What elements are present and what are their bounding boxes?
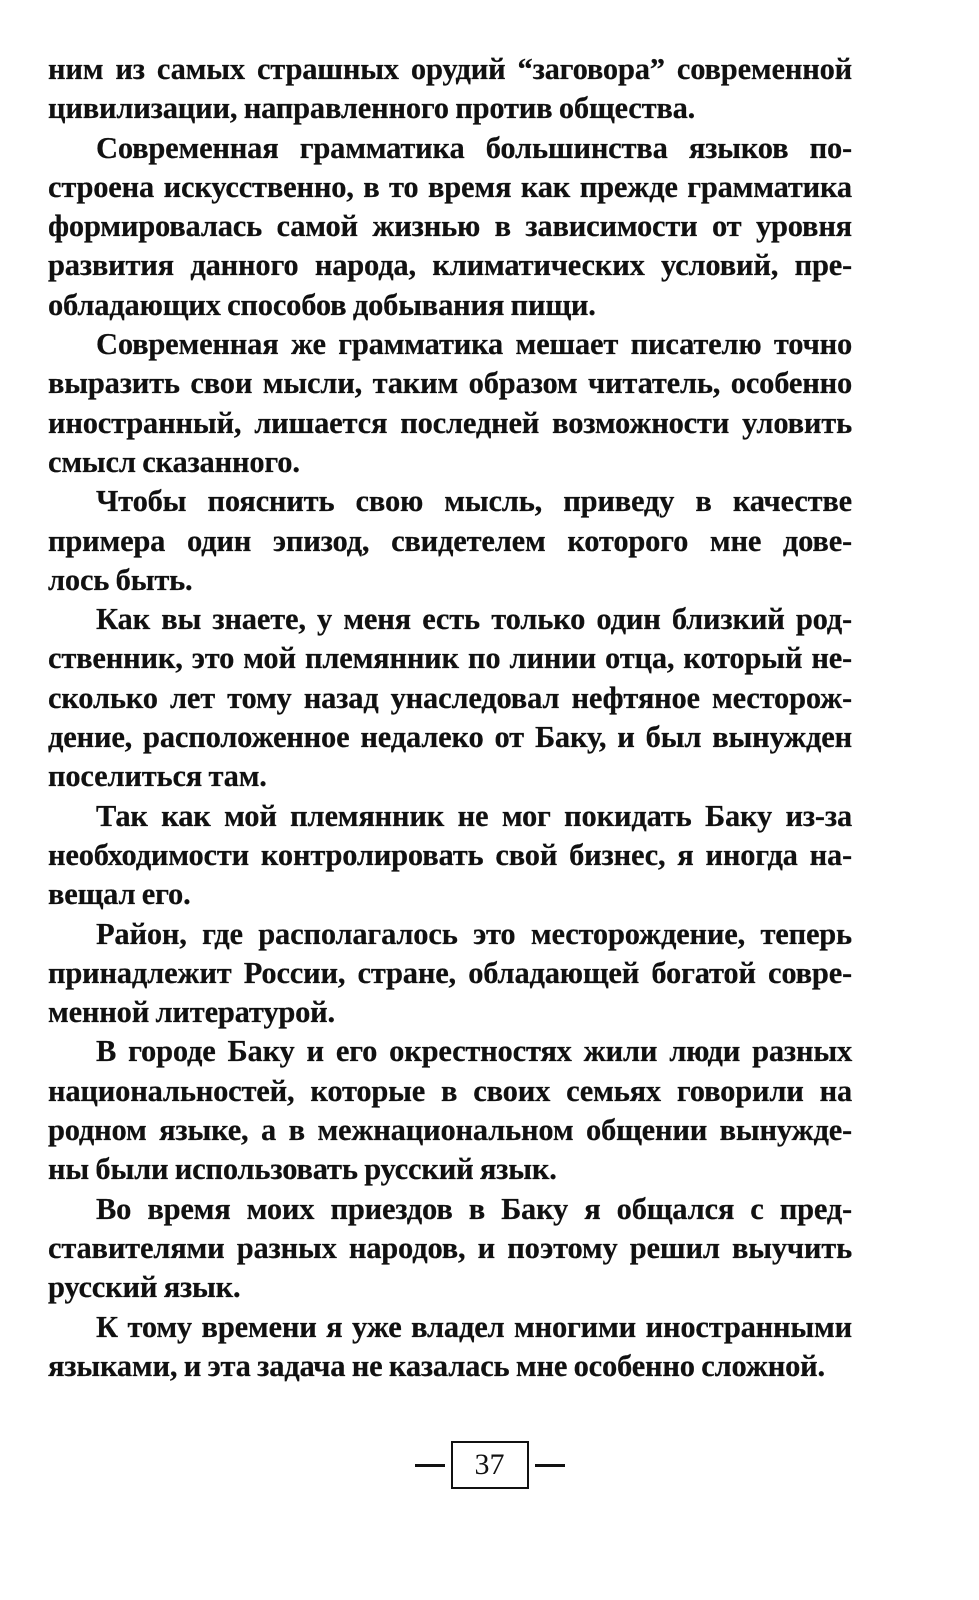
paragraph — [48, 482, 852, 600]
text-line: строена искусственно, в то время как прежде грамматика — [48, 169, 852, 204]
text-line: родном языке, а в межнациональном общении вынужде- — [48, 1113, 852, 1148]
page-folio — [0, 1441, 979, 1489]
text-line: лось быть. — [48, 562, 193, 597]
text-line: формировалась самой жизнью в зависимости от уровня — [48, 209, 852, 244]
text-line: национальностей, которые в своих семьях говорили на — [48, 1073, 852, 1108]
text-line: вещал его. — [48, 877, 191, 912]
text-line: В городе Баку и его окрестностях жили люди разных — [96, 1034, 852, 1069]
paragraph — [48, 600, 852, 796]
text-line: смысл сказанного. — [48, 444, 300, 479]
text-line: К тому времени я уже владел многими иностранными — [96, 1309, 852, 1344]
paragraph — [48, 1190, 852, 1308]
text-line: цивилизации, направленного против общества. — [48, 91, 696, 126]
text-line: Современная грамматика большинства языков по- — [96, 130, 852, 165]
paragraph — [48, 1308, 852, 1387]
text-line: сколько лет тому назад унаследовал нефтяное месторож- — [48, 680, 852, 715]
text-line: Чтобы пояснить свою мысль, приведу в качестве — [96, 484, 852, 519]
text-line: примера один эпизод, свидетелем которого мне дове- — [48, 523, 852, 558]
text-line: выразить свои мысли, таким образом читатель, особенно — [48, 366, 852, 401]
text-line: необходимости контролировать свой бизнес, я иногда на- — [48, 837, 852, 872]
text-line: Во время моих приездов в Баку я общался с пред- — [96, 1191, 852, 1226]
text-line: ставителями разных народов, и поэтому решил выучить — [48, 1230, 852, 1265]
paragraph — [48, 129, 852, 325]
text-line: Как вы знаете, у меня есть только один близкий род- — [96, 602, 852, 637]
text-line: Так как мой племянник не мог покидать Баку из-за — [96, 798, 852, 833]
text-line: ственник, это мой племянник по линии отца, который не- — [48, 641, 852, 676]
paragraph — [48, 50, 852, 129]
page-number: 37 — [451, 1441, 529, 1489]
text-line: ним из самых страшных орудий “заговора” современной — [48, 52, 852, 86]
text-line: обладающих способов добывания пищи. — [48, 287, 596, 322]
text-line: дение, расположенное недалеко от Баку, и был вынужден — [48, 720, 852, 755]
text-line: поселиться там. — [48, 759, 267, 794]
paragraph — [48, 797, 852, 915]
text-line: развития данного народа, климатических условий, пре- — [48, 248, 852, 283]
text-line: иностранный, лишается последней возможности уловить — [48, 405, 852, 440]
text-line: ны были использовать русский язык. — [48, 1152, 557, 1187]
text-line: Район, где располагалось это месторождение, теперь — [96, 916, 852, 951]
page-body — [48, 50, 852, 1386]
text-line: принадлежит России, стране, обладающей богатой совре- — [48, 955, 852, 990]
text-line: русский язык. — [48, 1270, 241, 1305]
text-line: Современная же грамматика мешает писателю точно — [96, 327, 852, 362]
folio-dash-left — [415, 1464, 445, 1467]
text-line: языками, и эта задача не казалась мне особенно сложной. — [48, 1348, 825, 1383]
paragraph — [48, 915, 852, 1033]
folio-dash-right — [535, 1464, 565, 1467]
paragraph — [48, 1032, 852, 1189]
paragraph — [48, 325, 852, 482]
text-line: менной литературой. — [48, 995, 335, 1030]
